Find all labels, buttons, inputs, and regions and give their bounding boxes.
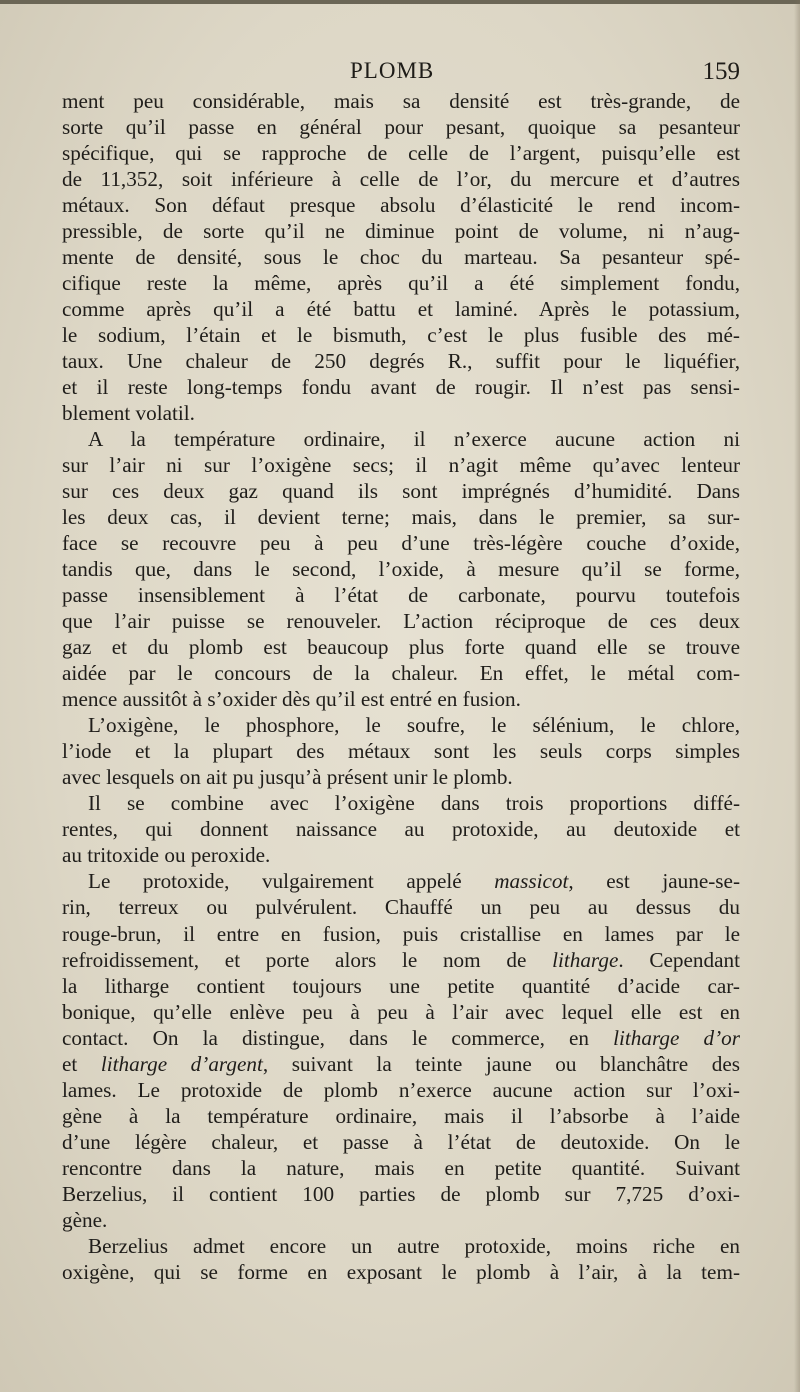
text-line: sur ces deux gaz quand ils sont imprégnés d’humidité. Dans [62,479,740,504]
text-line [62,1025,740,1051]
text-line: avec lesquels on ait pu jusqu’à présent unir le plomb. [62,765,513,790]
text-line: l’iode et la plupart des métaux sont les seuls corps simples [62,739,740,764]
text-line: mence aussitôt à s’oxider dès qu’il est entré en fusion. [62,687,521,712]
text-line: les deux cas, il devient terne; mais, dans le premier, sa sur- [62,505,740,530]
running-head [62,58,740,90]
text-line: le sodium, l’étain et le bismuth, c’est le plus fusible des mé- [62,323,740,348]
text-line: cifique reste la même, après qu’il a été simplement fondu, [62,271,740,296]
text-line: taux. Une chaleur de 250 degrés R., suffit pour le liquéfier, [62,349,740,374]
text-run: Le protoxide, vulgairement appelé [88,869,495,894]
italic-term: litharge d’argent [100,1051,263,1076]
text-line: sorte qu’il passe en général pour pesant, quoique sa pesanteur [62,115,740,140]
text-run: . Cependant [618,947,740,972]
text-line: comme après qu’il a été battu et laminé. Après le potassium, [62,297,740,322]
text-line: gène à la température ordinaire, mais il l’absorbe à l’aide [62,1103,740,1128]
body-text [62,88,740,1285]
text-line: bonique, qu’elle enlève peu à peu à l’air avec lequel elle est en [62,999,740,1024]
top-edge-rule [0,0,800,4]
text-line: et il reste long-temps fondu avant de rougir. Il n’est pas sensi- [62,375,740,400]
text-line: gaz et du plomb est beaucoup plus forte quand elle se trouve [62,635,740,660]
page-number: 159 [702,58,740,85]
text-line: d’une légère chaleur, et passe à l’état de deutoxide. On le [62,1129,740,1154]
text-line: Berzelius, il contient 100 parties de plomb sur 7,725 d’oxi- [62,1181,740,1206]
italic-term: massicot [494,869,569,894]
text-line: tandis que, dans le second, l’oxide, à mesure qu’il se forme, [62,557,740,582]
text-run: contact. On la distingue, dans le commerce, en [62,1025,614,1050]
text-line: rouge-brun, il entre en fusion, puis cristallise en lames par le [62,921,740,946]
text-line [62,868,740,894]
text-line: blement volatil. [62,401,195,426]
italic-term: litharge [552,947,619,972]
page-edge-shadow [794,0,800,1392]
text-line: passe insensiblement à l’état de carbonate, pourvu toutefois [62,583,740,608]
text-line: pressible, de sorte qu’il ne diminue point de volume, ni n’aug- [62,219,740,244]
text-line: A la température ordinaire, il n’exerce aucune action ni [88,427,740,452]
text-run: , suivant la teinte jaune ou blanchâtre des [262,1051,740,1076]
text-run: refroidissement, et porte alors le nom de [62,947,553,972]
text-line [62,1051,740,1077]
text-line: au tritoxide ou peroxide. [62,843,271,868]
text-line: oxigène, qui se forme en exposant le plomb à l’air, à la tem- [62,1259,740,1284]
text-line [62,947,740,973]
text-line: ment peu considérable, mais sa densité est très-grande, de [62,89,740,113]
italic-term: litharge d’or [613,1025,740,1050]
text-line: Berzelius admet encore un autre protoxide, moins riche en [88,1233,740,1258]
text-line: rencontre dans la nature, mais en petite quantité. Suivant [62,1155,740,1180]
text-line: face se recouvre peu à peu d’une très-légère couche d’oxide, [62,531,740,556]
text-line: lames. Le protoxide de plomb n’exerce aucune action sur l’oxi- [62,1077,740,1102]
text-run: et [62,1051,101,1076]
text-line: L’oxigène, le phosphore, le soufre, le sélénium, le chlore, [88,713,740,738]
text-line: gène. [62,1207,108,1232]
text-line: métaux. Son défaut presque absolu d’élasticité le rend incom- [62,193,740,218]
text-run: , est jaune-se- [568,869,740,894]
text-line: spécifique, qui se rapproche de celle de l’argent, puisqu’elle est [62,141,740,166]
text-line: mente de densité, sous le choc du marteau. Sa pesanteur spé- [62,245,740,270]
text-line: Il se combine avec l’oxigène dans trois proportions diffé- [88,791,740,816]
text-line: sur l’air ni sur l’oxigène secs; il n’agit même qu’avec lenteur [62,453,740,478]
text-line: la litharge contient toujours une petite quantité d’acide car- [62,973,740,998]
text-line: que l’air puisse se renouveler. L’action réciproque de ces deux [62,609,740,634]
text-line: rentes, qui donnent naissance au protoxide, au deutoxide et [62,817,740,842]
running-title: PLOMB [350,58,435,83]
text-line: aidée par le concours de la chaleur. En effet, le métal com- [62,661,740,686]
text-line: rin, terreux ou pulvérulent. Chauffé un peu au dessus du [62,895,740,920]
text-line: de 11,352, soit inférieure à celle de l’or, du mercure et d’autres [62,167,740,192]
